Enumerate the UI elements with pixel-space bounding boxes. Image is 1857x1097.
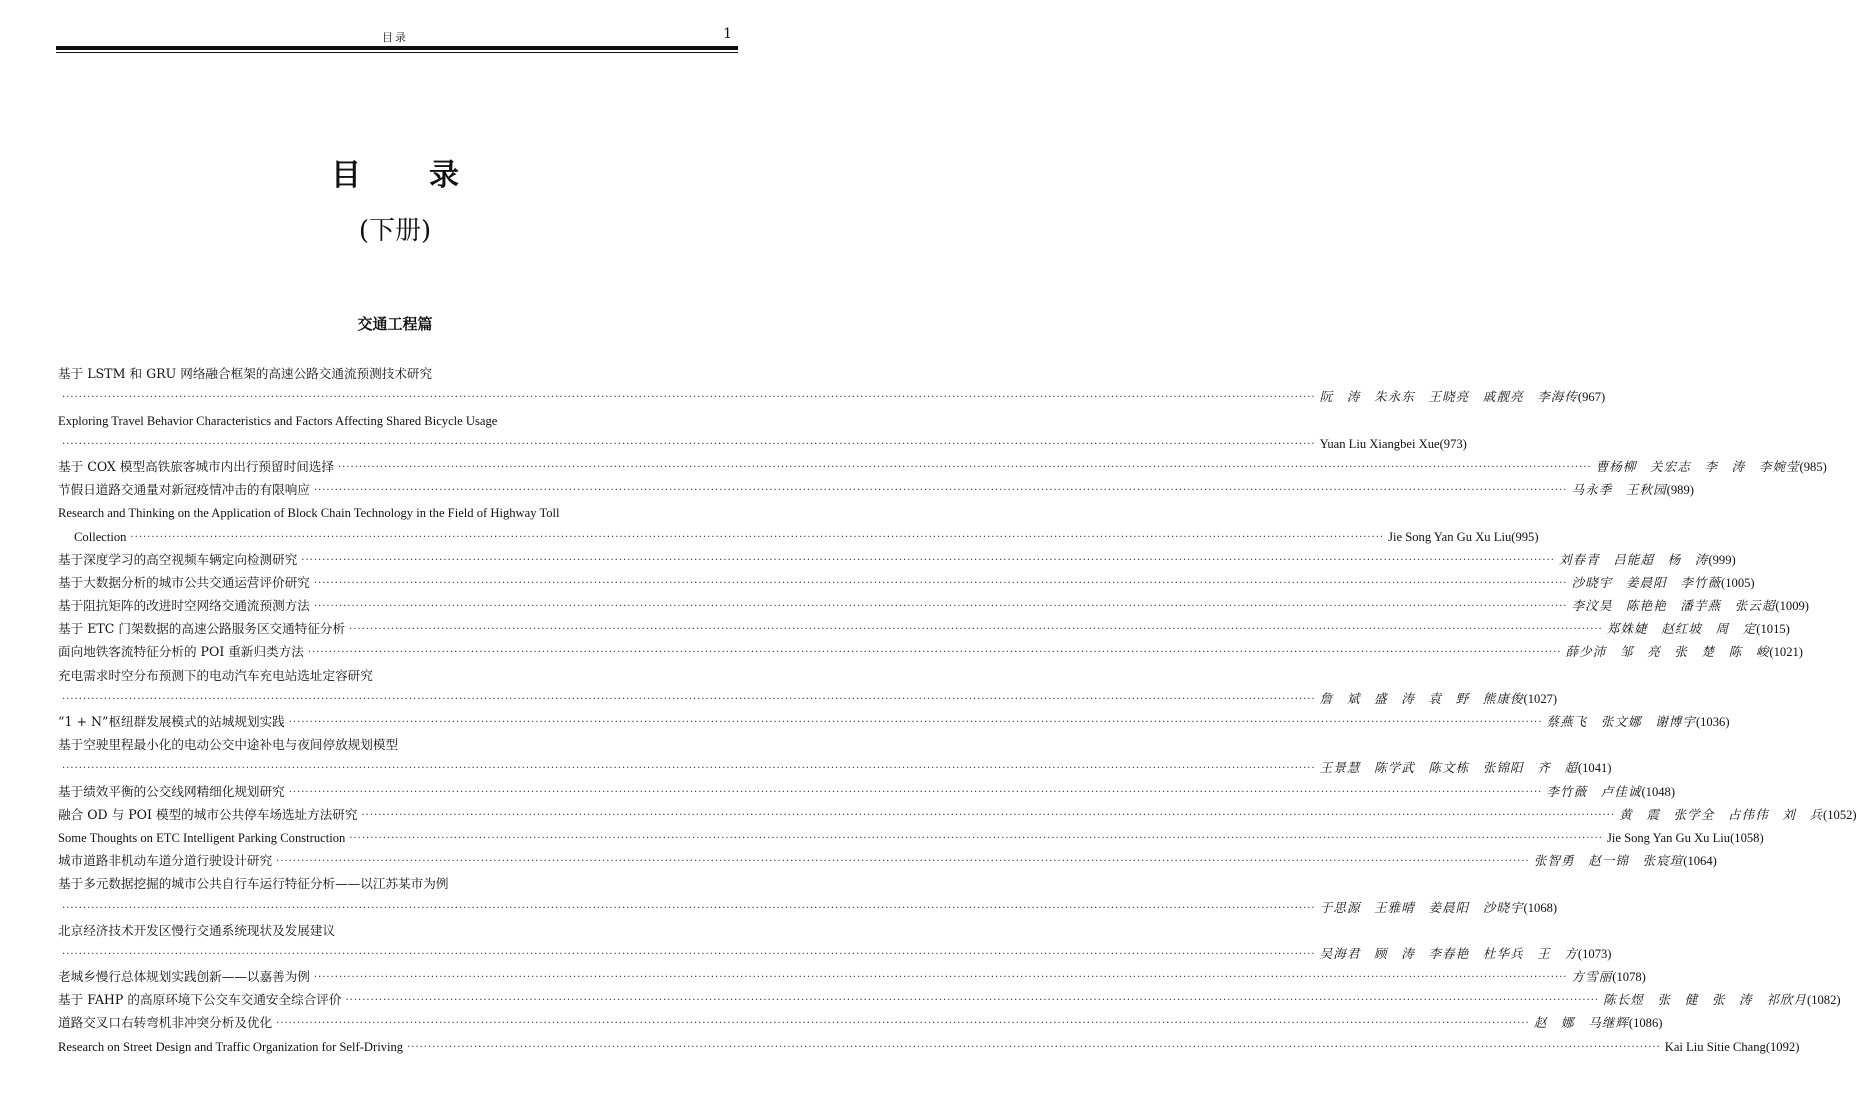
toc-entry-page: (1009) (1775, 599, 1809, 614)
toc-line (58, 498, 736, 521)
toc-entry-page: (1092) (1765, 1039, 1800, 1054)
toc-entry-page: (1068) (1523, 900, 1558, 915)
leader-dots: ············································································································································································································································································································ (361, 809, 1616, 821)
toc-entry-title: 基于空驶里程最小化的电动公交中途补电与夜间停放规划模型 (58, 737, 399, 753)
toc-line (58, 475, 1694, 498)
toc-entry-page: (1082) (1807, 993, 1841, 1008)
header-rule-thick (56, 46, 738, 50)
toc-entry-title: 充电需求时空分布预测下的电动汽车充电站选址定容研究 (58, 667, 373, 683)
toc-entry-page: (1036) (1695, 715, 1730, 729)
toc-line (58, 846, 1717, 869)
toc-line (58, 382, 1606, 405)
toc-entry-page: (1015) (1756, 622, 1790, 637)
toc-entry-page: (967) (1577, 390, 1606, 405)
toc-entry-title: 基于 FAHP 的高原环境下公交车交通安全综合评价 (58, 992, 342, 1008)
leader-dots: ············································································································································································································································································································ (313, 972, 1568, 984)
toc-entry-page: (985) (1799, 459, 1827, 474)
leader-dots: ············································································································································································································································································································ (349, 624, 1603, 636)
leader-dots: ············································································································································································································································································································ (62, 902, 1316, 914)
leader-dots: ············································································································································································································································································································ (407, 1041, 1661, 1053)
leader-dots: ············································································································································································································································································································ (313, 601, 1568, 613)
leader-dots: ············································································································································································································································································································ (338, 461, 1592, 473)
toc-entry-title: 基于 LSTM 和 GRU 网络融合框架的高速公路交通流预测技术研究 (58, 366, 433, 382)
toc-entry-authors: Jie Song Yan Gu Xu Liu (1606, 830, 1731, 845)
toc-entry-title: 基于大数据分析的城市公共交通运营评价研究 (58, 574, 310, 590)
toc-entry-authors: 薛少沛 邹 亮 张 楚 陈 峻 (1565, 644, 1770, 660)
leader-dots: ············································································································································································································································································································ (307, 647, 1562, 659)
leader-dots: ············································································································································································································································································································ (313, 577, 1568, 589)
toc-line (58, 869, 736, 892)
toc-entry-title: 面向地铁客流特征分析的 POI 重新归类方法 (58, 644, 304, 660)
toc-line (58, 800, 1857, 823)
leader-dots: ············································································································································································································································································································ (62, 948, 1316, 960)
toc-line (58, 985, 1841, 1008)
toc-line (58, 545, 1736, 568)
toc-entry-authors: 李竹薇 卢佳诚 (1546, 783, 1642, 799)
toc-line (58, 753, 1612, 776)
toc-entry-authors: 刘春青 吕能超 杨 涛 (1558, 551, 1709, 567)
toc-entry-authors: 李汶昊 陈艳艳 潘芋燕 张云超 (1571, 598, 1776, 614)
toc-line (58, 405, 736, 428)
toc-line (58, 1031, 1800, 1054)
toc-entry-authors: Yuan Liu Xiangbei Xue (1319, 436, 1440, 451)
page-title-char-1: 目 (331, 158, 361, 193)
toc-entry-authors: 于思源 王雅晴 姜晨阳 沙晓宇 (1319, 899, 1524, 915)
page-number: 1 (723, 26, 732, 42)
leader-dots: ············································································································································································································································································································ (349, 832, 1603, 844)
toc-entry-authors: 曹杨柳 关宏志 李 涛 李婉莹 (1595, 458, 1800, 474)
toc-entry-title: Some Thoughts on ETC Intelligent Parking Construction (58, 830, 346, 845)
toc-entry-page: (1078) (1612, 970, 1646, 985)
toc-entry-page: (1048) (1641, 784, 1676, 799)
toc-line (58, 962, 1646, 985)
toc-line (58, 359, 736, 382)
leader-dots: ············································································································································································································································································································ (276, 1018, 1530, 1030)
toc-list (58, 359, 1857, 1055)
toc-entry-authors: 黄 震 张学全 占伟伟 刘 兵 (1619, 806, 1824, 822)
leader-dots: ············································································································································································································································································································ (301, 554, 1555, 566)
toc-line (58, 452, 1827, 475)
toc-line (58, 1008, 1663, 1031)
leader-dots: ············································································································································································································································································································ (62, 438, 1316, 450)
toc-entry-page: (995) (1511, 529, 1539, 544)
toc-entry-authors: 张智勇 赵一锦 张宸瑄 (1533, 853, 1684, 869)
toc-entry-title: Exploring Travel Behavior Characteristics and Factors Affecting Shared Bicycle Usage (58, 413, 498, 428)
toc-entry-page: (1005) (1721, 575, 1755, 590)
toc-line (58, 823, 1764, 846)
page-title (0, 150, 790, 194)
toc-entry-title: 基于绩效平衡的公交线网精细化规划研究 (58, 783, 285, 799)
toc-entry-title: 基于 ETC 门架数据的高速公路服务区交通特征分析 (58, 621, 346, 637)
toc-entry-title: Research and Thinking on the Application of Block Chain Technology in the Field of Highway Toll (58, 506, 560, 521)
header-rule-thin (56, 52, 738, 53)
toc-entry-authors: 方雪丽 (1571, 969, 1613, 985)
section-heading: 交通工程篇 (357, 315, 433, 333)
toc-entry-authors: 赵 娜 马继辉 (1533, 1015, 1629, 1031)
toc-entry-title: “1 + N”枢纽群发展模式的站城规划实践 (58, 714, 285, 729)
toc-entry-authors: 王景慧 陈学武 陈文栋 张锦阳 齐 超 (1319, 760, 1578, 776)
toc-entry-page: (1021) (1769, 645, 1803, 660)
leader-dots: ············································································································································································································································································································ (130, 531, 1385, 543)
toc-entry-authors: Jie Song Yan Gu Xu Liu (1388, 529, 1512, 544)
toc-entry-authors: 詹 斌 盛 涛 袁 野 熊康俊 (1319, 690, 1524, 706)
toc-entry-title: Collection (74, 529, 127, 544)
toc-line (58, 637, 1803, 660)
toc-line (58, 591, 1809, 614)
toc-line (58, 660, 736, 683)
toc-line (58, 614, 1790, 637)
toc-entry-title: 基于阻抗矩阵的改进时空网络交通流预测方法 (58, 598, 310, 614)
page-title-char-2: 录 (429, 158, 459, 193)
toc-entry-authors: 郑姝婕 赵红坡 周 定 (1606, 621, 1757, 637)
toc-line (58, 916, 736, 939)
toc-line (58, 776, 1676, 799)
toc-entry-title: 基于 COX 模型高铁旅客城市内出行预留时间选择 (58, 458, 334, 474)
toc-entry-authors: 陈长煜 张 健 张 涛 祁欣月 (1603, 992, 1808, 1008)
toc-entry-title: 道路交叉口右转弯机非冲突分析及优化 (58, 1015, 273, 1031)
leader-dots: ············································································································································································································································································································ (313, 485, 1568, 497)
toc-line (58, 521, 1539, 544)
toc-entry-authors: Kai Liu Sitie Chang (1664, 1039, 1766, 1054)
toc-entry-page: (1058) (1730, 830, 1764, 845)
toc-line (58, 429, 1467, 452)
toc-entry-title: 老城乡慢行总体规划实践创新——以嘉善为例 (58, 969, 310, 985)
toc-entry-page: (1086) (1628, 1016, 1663, 1031)
page-subtitle: (下册) (358, 216, 432, 246)
leader-dots: ············································································································································································································································································································ (288, 717, 1543, 728)
toc-entry-page: (1064) (1683, 854, 1717, 869)
toc-entry-authors: 沙晓宇 姜晨阳 李竹薇 (1571, 574, 1722, 590)
leader-dots: ············································································································································································································································································································ (62, 693, 1316, 705)
toc-entry-authors: 吴海君 顾 涛 李春艳 杜华兵 王 方 (1319, 945, 1578, 961)
toc-entry-page: (1073) (1577, 946, 1612, 961)
toc-entry-page: (989) (1666, 483, 1694, 498)
toc-entry-title: Research on Street Design and Traffic Organization for Self-Driving (58, 1039, 404, 1054)
toc-entry-authors: 蔡燕飞 张文娜 谢博宇 (1546, 714, 1696, 729)
toc-entry-title: 融合 OD 与 POI 模型的城市公共停车场选址方法研究 (58, 806, 358, 822)
toc-entry-page: (1052) (1823, 807, 1857, 822)
toc-line (58, 684, 1558, 707)
toc-entry-page: (1041) (1577, 761, 1612, 776)
toc-entry-page: (973) (1439, 436, 1467, 451)
leader-dots: ············································································································································································································································································································ (288, 786, 1543, 798)
running-header-title: 目录 (382, 31, 408, 44)
toc-entry-page: (999) (1708, 552, 1736, 567)
toc-line (58, 939, 1612, 962)
leader-dots: ············································································································································································································································································································ (345, 995, 1600, 1007)
toc-entry-authors: 阮 涛 朱永东 王晓亮 戚靓亮 李海传 (1319, 389, 1578, 405)
toc-line (58, 707, 1730, 730)
toc-entry-title: 城市道路非机动车道分道行驶设计研究 (58, 853, 273, 869)
leader-dots: ············································································································································································································································································································ (62, 763, 1316, 775)
toc-entry-title: 节假日道路交通量对新冠疫情冲击的有限响应 (58, 482, 310, 498)
toc-entry-title: 基于多元数据挖掘的城市公共自行车运行特征分析——以江苏某市为例 (58, 876, 449, 892)
toc-entry-title: 北京经济技术开发区慢行交通系统现状及发展建议 (58, 922, 336, 938)
toc-entry-title: 基于深度学习的高空视频车辆定向检测研究 (58, 551, 298, 567)
running-header (56, 26, 734, 46)
toc-entry-page: (1027) (1523, 691, 1558, 706)
leader-dots: ············································································································································································································································································································ (276, 856, 1530, 868)
toc-entry-authors: 马永季 王秋园 (1571, 482, 1667, 498)
toc-line (58, 568, 1755, 591)
leader-dots: ············································································································································································································································································································ (62, 392, 1316, 404)
toc-line (58, 892, 1558, 915)
toc-line (58, 730, 736, 753)
